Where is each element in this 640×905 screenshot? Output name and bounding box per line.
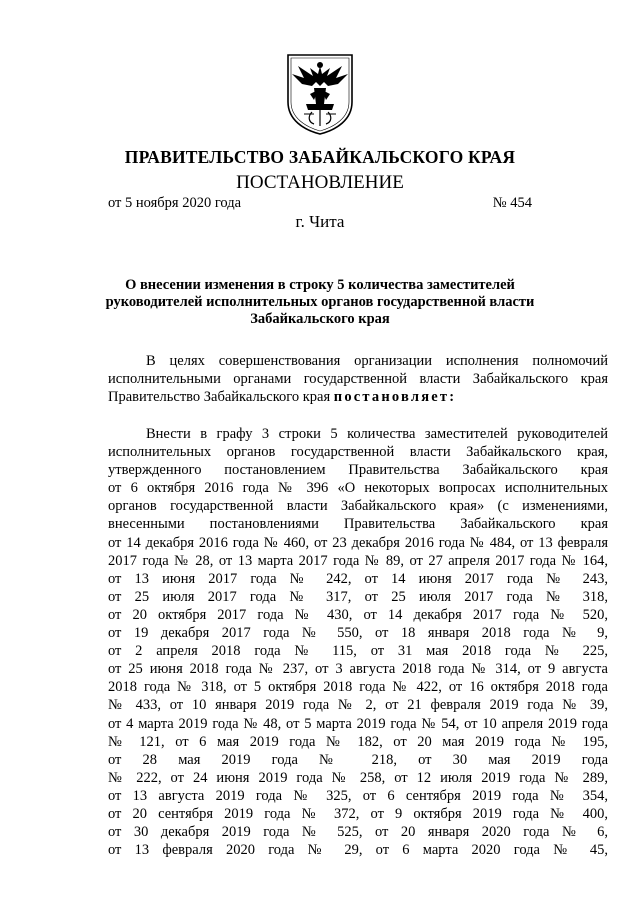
paragraph-line: № 222, от 24 июня 2019 года № 258, от 12 июля 2019 года № 289, [108,769,608,786]
paragraph-line: органов государственной власти Забайкальского края» (с изменениями, [108,498,608,515]
paragraph-line: исполнительных органов государственной власти Забайкальского края, [108,444,608,461]
document-number: № 454 [492,195,532,211]
subject-line: Забайкальского края [250,311,390,327]
decree-word: постановляет: [333,389,457,406]
paragraph-line: от 20 октября 2017 года № 430, от 14 декабря 2017 года № 520, [108,606,608,623]
paragraph-line: от 14 декабря 2016 года № 460, от 23 декабря 2016 года № 484, от 13 февраля [108,534,608,551]
paragraph-line: от 2 апреля 2018 года № 115, от 31 мая 2018 года № 225, [108,643,608,660]
paragraph-line: от 19 декабря 2017 года № 550, от 18 января 2018 года № 9, [108,625,608,642]
paragraph-line: от 13 июня 2017 года № 242, от 14 июня 2017 года № 243, [108,570,608,587]
paragraph-line: от 25 июля 2017 года № 317, от 25 июля 2017 года № 318, [108,588,608,605]
subject-line: руководителей исполнительных органов государственной власти [105,294,535,310]
paragraph-line: 2017 года № 28, от 13 марта 2017 года № 89, от 27 апреля 2017 года № 164, [108,552,608,569]
paragraph-line: № 121, от 6 мая 2019 года № 182, от 20 мая 2019 года № 195, [108,733,608,750]
paragraph-line: от 13 августа 2019 года № 325, от 6 сентября 2019 года № 354, [108,787,608,804]
paragraph-line: от 4 марта 2019 года № 48, от 5 марта 2019 года № 54, от 10 апреля 2019 года [108,715,608,732]
paragraph-line: исполнительными органами государственной власти Забайкальского края [108,371,608,388]
paragraph-line: от 25 июня 2018 года № 237, от 3 августа 2018 года № 314, от 9 августа [108,661,608,678]
paragraph-line: внесенными постановлениями Правительства Забайкальского края [108,516,608,533]
paragraph-line: Внести в графу 3 строки 5 количества заместителей руководителей [146,426,608,442]
paragraph-line: 2018 года № 318, от 5 октября 2018 года № 422, от 16 октября 2018 года [108,679,608,696]
coat-of-arms-emblem [284,52,356,136]
document-city: г. Чита [295,212,345,231]
paragraph-line: утвержденного постановлением Правительства Забайкальского края [108,462,608,479]
organization-title: ПРАВИТЕЛЬСТВО ЗАБАЙКАЛЬСКОГО КРАЯ [124,147,516,167]
document-date: от 5 ноября 2020 года [108,195,242,211]
paragraph-line: от 6 октября 2016 года № 396 «О некоторых вопросах исполнительных [108,480,608,497]
paragraph-line: № 433, от 10 января 2019 года № 2, от 21 февраля 2019 года № 39, [108,697,608,714]
paragraph-line: В целях совершенствования организации исполнения полномочий [146,353,608,369]
paragraph-line: от 28 мая 2019 года № 218, от 30 мая 2019 года [108,751,608,768]
government-name: Правительство Забайкальского края [108,389,334,406]
paragraph-line: от 30 декабря 2019 года № 525, от 20 января 2020 года № 6, [108,824,608,841]
preamble-paragraph [108,352,608,406]
paragraph-line: от 13 февраля 2020 года № 29, от 6 марта 2020 года № 45, [108,842,608,859]
document-type: ПОСТАНОВЛЕНИЕ [236,172,404,193]
paragraph-line [108,388,608,406]
document-subject [100,277,540,328]
paragraph-line: от 20 сентября 2019 года № 372, от 9 октября 2019 года № 400, [108,805,608,822]
subject-line: О внесении изменения в строку 5 количества заместителей [125,277,515,293]
resolution-paragraph [108,425,608,859]
